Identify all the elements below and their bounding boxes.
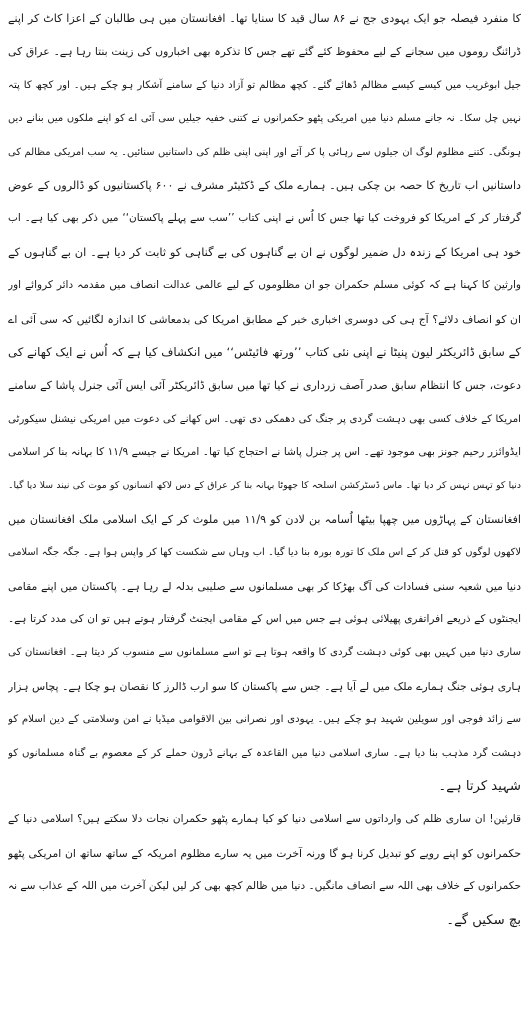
- text-line: نہیں چل سکا۔ نہ جانے مسلم دنیا میں امریکی پٹھو حکمرانوں نے کتنی خفیہ جیلیں سی آئی اے کو اپنے ملکوں میں بنانے دیں: [8, 113, 521, 125]
- text-line: کا منفرد فیصلہ جو ایک یہودی جج نے ۸۶ سال قید کا سنایا تھا۔ افغانستان میں ہی طالبان کے اعزا کاٹ کر اپنے: [8, 12, 521, 25]
- text-line: دعوت، جس کا انتظام سابق صدر آصف زرداری نے کیا تھا میں سابق ڈائریکٹر آئی ایس آئی جنرل پاشا کے سامنے: [8, 379, 521, 393]
- text-line: خود ہی امریکا کے زندہ دل ضمیر لوگوں نے ان بے گناہوں کی بے گناہی کو ثابت کر دیا ہے۔ ان بے گناہوں کے: [8, 244, 521, 259]
- text-line: ڈرائنگ روموں میں سجانے کے لیے محفوظ کئے گئے تھے جس کا تذکرہ بھی اخباروں کی زینت بنتا رہا ہے۔ عراق کی: [8, 45, 521, 59]
- text-line: سے زائد فوجی اور سویلین شہید ہو چکے ہیں۔ یہودی اور نصرانی بین الاقوامی میڈیا نے امن وسلامتی کے دین اسلام کو: [8, 714, 521, 726]
- text-line: شہید کرتا ہے۔: [438, 778, 521, 794]
- text-line: ان کو انصاف دلائے؟ آج ہی کی دوسری اخباری خبر کے مطابق امریکا کی بدمعاشی کا اندازہ لگائیں کہ سی آئی اے: [8, 312, 521, 326]
- text-line: ایڈوائزر رحیم جونز بھی موجود تھے۔ اس پر جنرل پاشا نے احتجاج کیا تھا۔ امریکا نے جیسے ۱۱/۹ کا بہانہ بنا کر اسلامی: [8, 446, 521, 459]
- text-line: لاکھوں لوگوں کو قتل کر کے اس ملک کا تورہ بورہ بنا دیا گیا۔ اب وہاں سے شکست کھا کر واپس ہوا ہے۔ جگہ جگہ اسلامی: [8, 547, 521, 559]
- text-line: کے سابق ڈائریکٹر لیون پنیٹا نے اپنی نئی کتاب ’’ورتھ فائیٹس‘‘ میں انکشاف کیا ہے کہ اُس نے ایک کھانے کی: [8, 344, 521, 359]
- text-line: ہونگی۔ کتنے مظلوم لوگ ان جیلوں سے رہائی پا کر آئے اور اپنی اپنی ظلم کی داستانیں سنائیں۔ یہ سب امریکی مظالم کی: [8, 146, 521, 158]
- text-line: داستانیں اب تاریخ کا حصہ بن چکی ہیں۔ ہمارے ملک کے ڈکٹیٹر مشرف نے ۶۰۰ پاکستانیوں کو ڈالروں کے عوض: [8, 178, 521, 192]
- text-line: گرفتار کر کے امریکا کو فروخت کیا تھا جس کا اُس نے اپنی کتاب ’’سب سے پہلے پاکستان‘‘ میں ذکر بھی کیا ہے۔ اب: [8, 212, 521, 225]
- text-line: دنیا کو تہس نہس کر دیا تھا۔ ماس ڈسٹرکشن اسلحہ کا جھوٹا بہانہ بنا کر عراق کے دس لاکھ انسانوں کو موت کی نیند سلا دیا گیا۔: [8, 480, 521, 492]
- text-line: امریکا کے خلاف کسی بھی دہشت گردی پر جنگ کی دھمکی دی تھی۔ اس کھانے کی دعوت میں امریکی نیشنل سیکورٹی: [8, 413, 521, 425]
- text-line: دنیا میں شعیہ سنی فسادات کی آگ بھڑکا کر بھی مسلمانوں سے صلیبی بدلہ لے رہا ہے۔ پاکستان میں اپنے مقامی: [8, 579, 521, 593]
- text-line: وارثین کا کہنا ہے کہ کوئی مسلم حکمران جو ان مظلوموں کے لیے عالمی عدالت انصاف میں مقدمہ دائر کروائے اور: [8, 279, 521, 292]
- text-line: حکمرانوں کے خلاف بھی اللہ سے انصاف مانگیں۔ دنیا میں ظالم کچھ بھی کر لیں لیکن آخرت میں اللہ کے عذاب سے نہ: [8, 880, 521, 893]
- text-line: دہشت گرد مذہب بنا دیا ہے۔ ساری اسلامی دنیا میں القاعدہ کے بہانے ڈرون حملے کر کے معصوم بے گناہ مسلمانوں کو: [8, 747, 521, 759]
- paragraph-2: [8, 803, 521, 937]
- text-line: قارئین! ان ساری ظلم کی وارداتوں سے اسلامی دنیا کو کیا ہمارے پٹھو حکمران نجات دلا سکتے ہیں؟ اسلامی دنیا کے: [8, 813, 521, 826]
- paragraph-1: [8, 2, 521, 803]
- text-line: افغانستان کے پہاڑوں میں چھپا بیٹھا اُسامہ بن لادن کو ۱۱/۹ میں ملوث کر کے ایک اسلامی ملک افغانستان میں: [8, 512, 521, 526]
- text-line: حکمرانوں کو اپنے رویے کو تبدیل کرنا ہو گا ورنہ آخرت میں یہ سارے مظلوم امریکہ کے ساتھ ساتھ ان امریکی پٹھو: [8, 846, 521, 860]
- text-line: ساری دنیا میں کہیں بھی کوئی دہشت گردی کا واقعہ ہوتا ہے تو اسے مسلمانوں سے منسوب کر دیتا ہے۔ افغانستان کی: [8, 647, 521, 659]
- text-line: ایجنٹوں کے ذریعے افراتفری پھیلائی ہوئی ہے جس میں اس کے مقامی ایجنٹ گرفتار ہوتے ہیں تو ان کی مدد کرتا ہے۔: [8, 613, 521, 626]
- text-line: جیل ابوغریب میں کیسے کیسے مظالم ڈھائے گئے۔ کچھ مظالم تو آزاد دنیا کے سامنے آشکار ہو چکے ہیں۔ اور کچھ کا پتہ: [8, 79, 521, 91]
- text-line: بچ سکیں گے۔: [446, 912, 521, 928]
- text-line: ہاری ہوئی جنگ ہمارے ملک میں لے آیا ہے۔ جس سے پاکستان کا سو ارب ڈالرز کا نقصان ہو چکا ہے۔ پچاس ہزار: [8, 679, 521, 693]
